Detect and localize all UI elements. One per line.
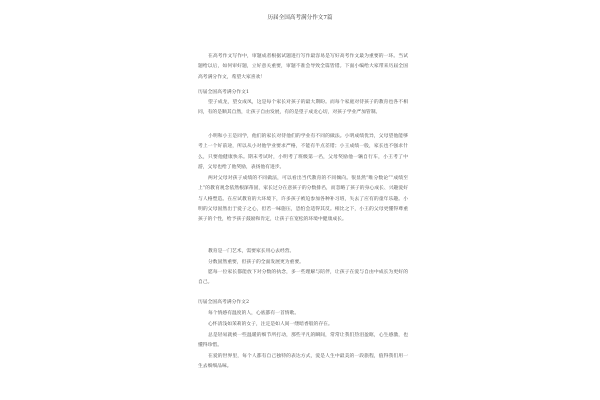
body-paragraph: 望子成龙，望女成凤，这是每个家长对孩子的最大期盼。而每个家庭对待孩子的教育也各不相同，有的是顺其自然，让孩子自由发展，有的是望子成龙心切，对孩子学业严加管制。: [198, 100, 408, 116]
section-heading: 历届全国高考满分作文2: [198, 300, 250, 305]
body-paragraph: 总是轻易就被一些温暖的细节所打动，那些平凡的瞬间，常常让我们热泪盈眶，心生感激，也懂得珍惜。: [198, 333, 408, 349]
body-paragraph: 心怀清浅如茉莉的女子，注定是如人间一缕暗香般的存在。: [208, 322, 333, 327]
body-paragraph: 两对父母对孩子成绩的不同做法，可以看出当代教育的不同倾向。很显然“唯分数论”“成绩至上”的教育观念依然根深蒂固，家长过分在意孩子的分数排名，而忽略了孩子的身心成长、兴趣爱好与人格塑造。在应试教育的大环境下，许多孩子被迫参加各种补习班，失去了应有的童年乐趣。小明的父母固然出于爱子之心，但若一味施压，恐怕会适得其反。相比之下，小王的父母更懂得尊重孩子的个性，给予孩子鼓励和肯定，让孩子在宽松的环境中健康成长。: [198, 176, 408, 223]
body-paragraph: 在爱的世界里，每个人都有自己独特的表达方式，爱是人生中最美的一段旅程，值得我们用一生去细细品味。: [198, 354, 408, 370]
body-paragraph: 每个情感有温度的人，心底都有一首情歌。: [208, 311, 300, 316]
section-heading: 历届全国高考满分作文1: [198, 90, 250, 95]
body-paragraph: 愿每一位家长都能放下对分数的执念，多一些理解与陪伴，让孩子在爱与自由中成长为更好的自己。: [198, 270, 408, 286]
body-paragraph: 分数固然重要，但孩子的全面发展更为重要。: [208, 260, 304, 265]
document-title: 历届全国高考满分作文7篇: [267, 15, 333, 21]
body-paragraph: 小明和小王是同学，他们的家长对待他们的学业有不同的做法。小明成绩优异，父母望他能够考上一个好前途，所以从小对他学业要求严格，不能有半点差错；小王成绩一般，家长也不强求什么，只要他健康快乐。期末考试时，小明考了班级第一名，父母奖励他一辆自行车，小王考了中游，父母也给了他奖励，表扬他有进步。: [198, 134, 408, 170]
body-paragraph: 教育是一门艺术，需要家长用心去经营。: [208, 249, 295, 254]
intro-paragraph: 在高考作文写作中，审题成者根据试题进行写作最容易是写好高考作文最为重要的一环。当试题给以后，如何审好题，立好意关重要，审题不准会导致全篇皆错。下面小编给大家带来历届全国高考满分作文，希望大家喜欢！: [198, 54, 408, 80]
